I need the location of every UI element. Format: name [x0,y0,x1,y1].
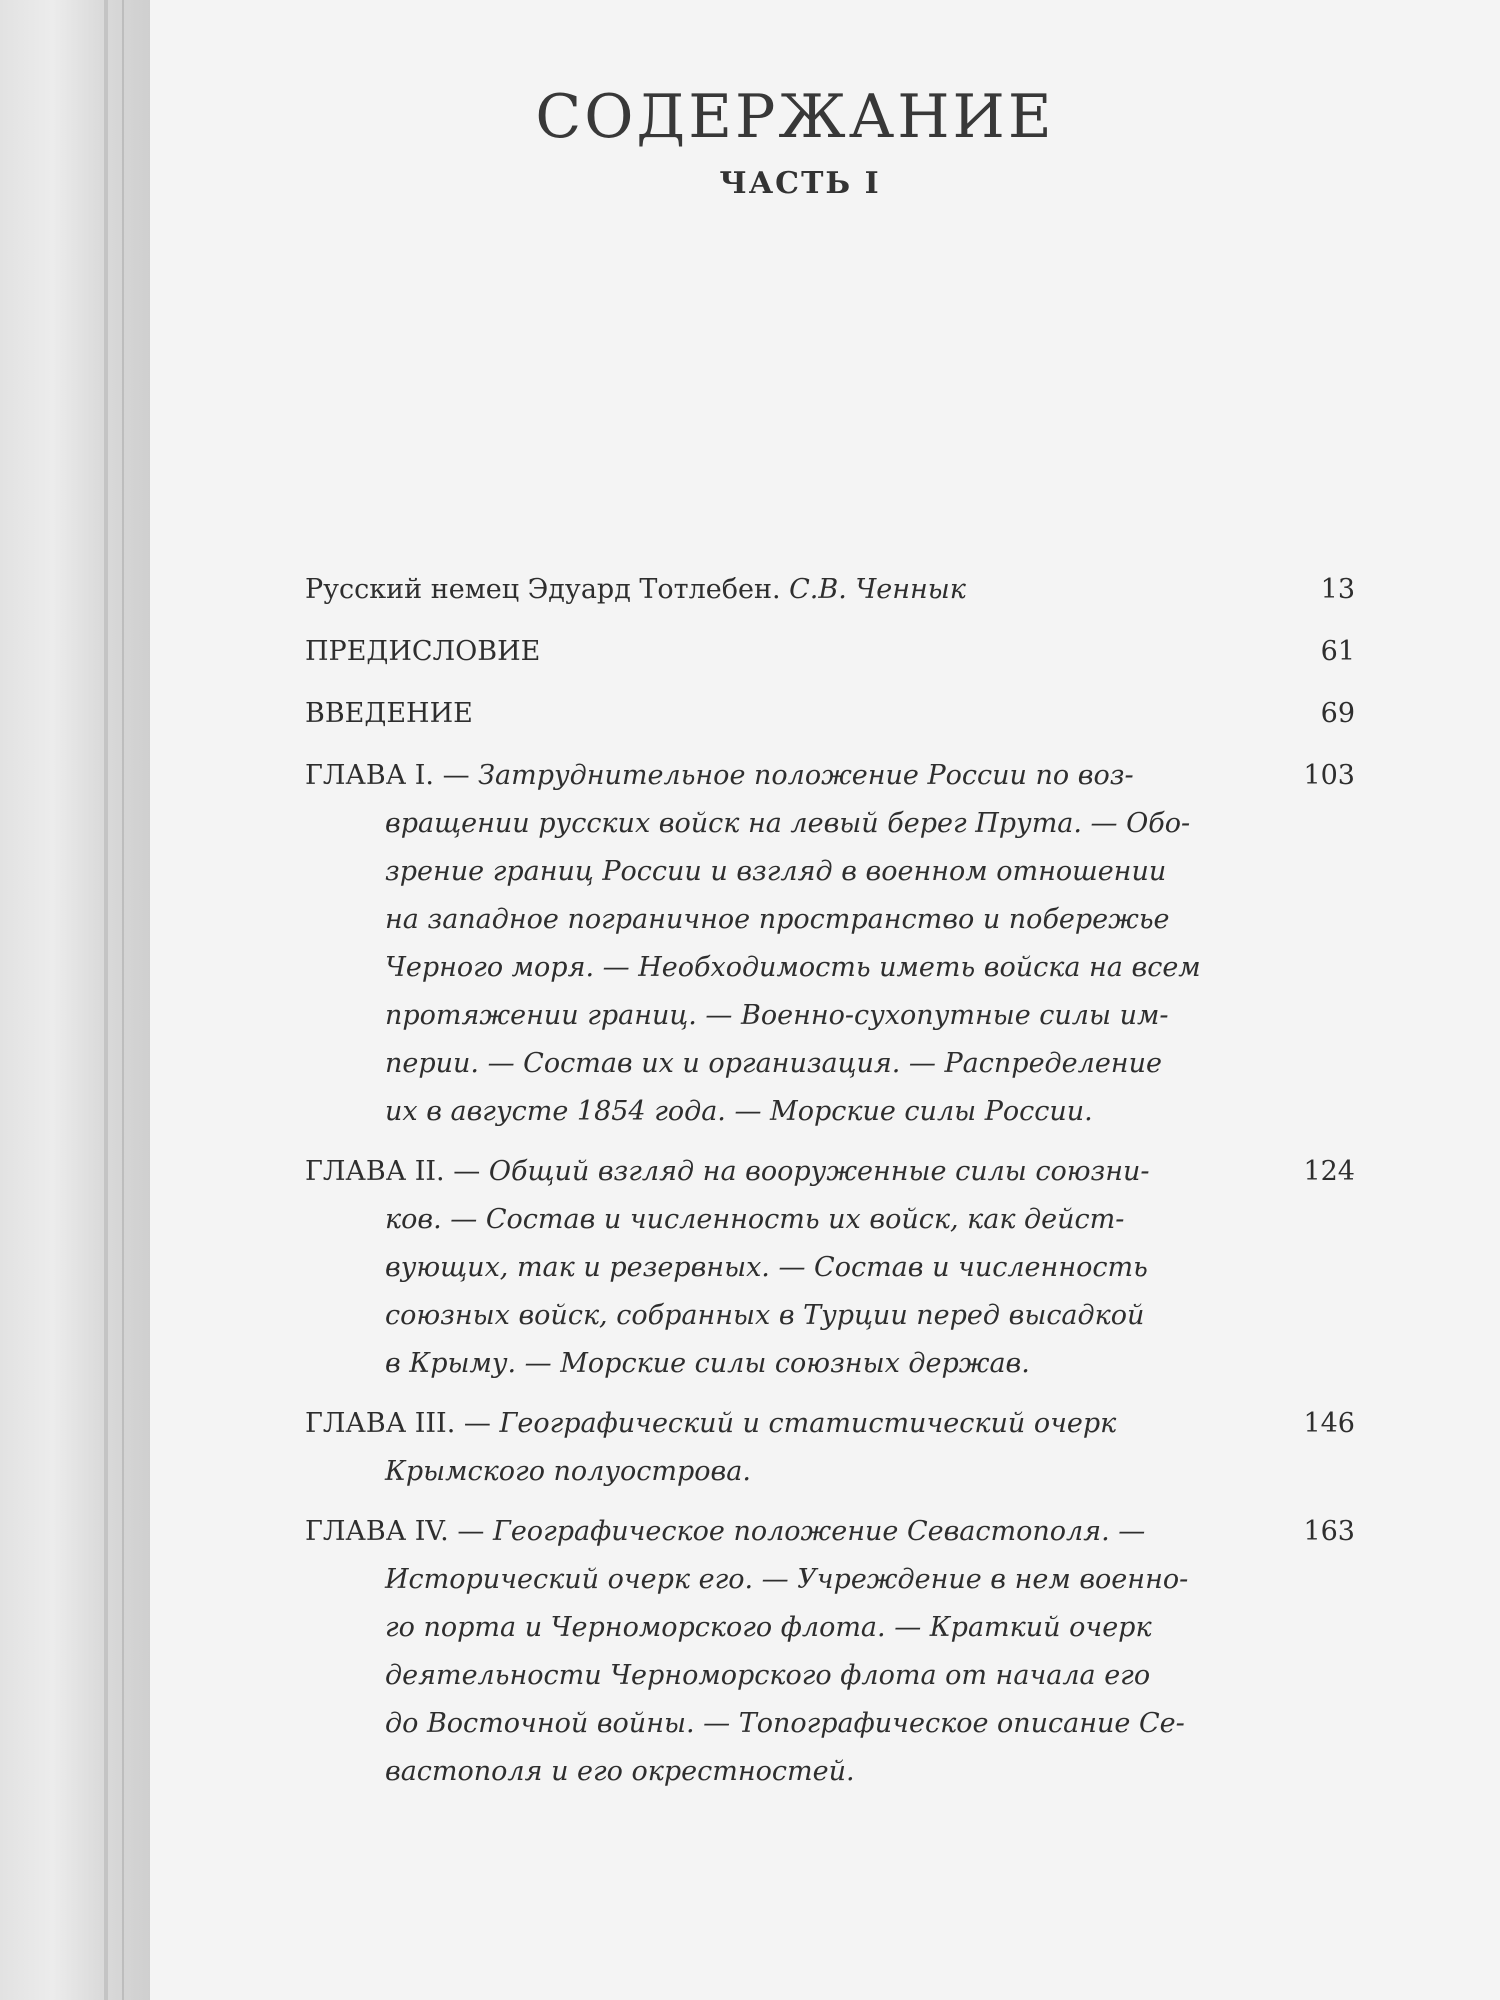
chapter-desc-line: на западное пограничное пространство и побережье [385,904,1170,935]
chapter-label: ГЛАВА II. [305,1156,445,1187]
chapter-label: ГЛАВА III. [305,1408,456,1439]
toc-entry-chapter-1[interactable]: ГЛАВА I. — Затруднительное положение России по воз- вращении русских войск на левый берег Прута. — Обо- зрение границ России и взгляд в военном отношении на западное пограничное пространство и побережье Черного моря. — Необходимость иметь войска на всем протяжении границ. — Военно-сухопутные силы им- перии. — Состав их и организация. — Распределение их в августе 1854 года. — Морские силы России. 103 [305,752,1355,1136]
toc-entry-preface[interactable] [305,628,1355,676]
gutter-shadow-line-2 [122,0,124,2000]
toc-entry-chapter-3[interactable]: ГЛАВА III. — Географический и статистический очерк Крымского полуострова. 146 [305,1400,1355,1496]
toc-page-number: 124 [1303,1156,1355,1187]
chapter-desc-line: ков. — Состав и численность их войск, как дейст- [385,1204,1125,1235]
book-gutter [0,0,150,2000]
toc-page-number: 103 [1303,760,1355,791]
toc-entry-introduction[interactable] [305,690,1355,738]
chapter-desc-line: Общий взгляд на вооруженные силы союзни- [488,1156,1150,1187]
table-of-contents [305,566,1355,1808]
page-title: СОДЕРЖАНИЕ [535,82,1055,152]
chapter-desc-line: их в августе 1854 года. — Морские силы России. [385,1096,1093,1127]
chapter-desc-line: в Крыму. — Морские силы союзных держав. [385,1348,1030,1379]
chapter-desc-line: деятельности Черноморского флота от начала его [385,1660,1151,1691]
toc-entry-title: ПРЕДИСЛОВИЕ [305,636,541,667]
chapter-desc-line: Исторический очерк его. — Учреждение в нем военно- [385,1564,1189,1595]
toc-page-number: 61 [1320,636,1355,667]
toc-entry-chapter-4[interactable]: ГЛАВА IV. — Географическое положение Севастополя. — Исторический очерк его. — Учреждение в нем военно- го порта и Черноморского флота. — Краткий очерк деятельности Черноморского флота от начала его до Восточной войны. — Топографическое описание Се- вастополя и его окрестностей. 163 [305,1508,1355,1796]
toc-entry-title: ВВЕДЕНИЕ [305,698,473,729]
chapter-desc-line: протяжении границ. — Военно-сухопутные силы им- [385,1000,1169,1031]
chapter-desc-line: перии. — Состав их и организация. — Распределение [385,1048,1162,1079]
chapter-desc-line: до Восточной войны. — Топографическое описание Се- [385,1708,1185,1739]
chapter-desc-line: союзных войск, собранных в Турции перед высадкой [385,1300,1145,1331]
chapter-desc-line: вращении русских войск на левый берег Прута. — Обо- [385,808,1191,839]
chapter-label: ГЛАВА I. [305,760,434,791]
chapter-desc-line: Географическое положение Севастополя. — [492,1516,1146,1547]
chapter-desc-line: Затруднительное положение России по воз- [478,760,1134,791]
chapter-label: ГЛАВА IV. [305,1516,449,1547]
toc-page-number: 163 [1303,1516,1355,1547]
gutter-shadow-line [104,0,108,2000]
chapter-desc-line: Крымского полуострова. [385,1456,751,1487]
toc-entry-author: С.В. Ченнык [789,574,966,605]
part-heading: ЧАСТЬ I [719,166,881,201]
chapter-desc-line: Черного моря. — Необходимость иметь войска на всем [385,952,1201,983]
toc-entry-intro-essay[interactable] [305,566,1355,614]
chapter-desc-line: го порта и Черноморского флота. — Краткий очерк [385,1612,1152,1643]
toc-page-number: 146 [1303,1408,1355,1439]
toc-page-number: 69 [1320,698,1355,729]
toc-page-number: 13 [1320,574,1355,605]
toc-entry-title: Русский немец Эдуард Тотлебен. [305,574,781,605]
chapter-desc-line: вующих, так и резервных. — Состав и численность [385,1252,1148,1283]
chapter-desc-line: Географический и статистический очерк [499,1408,1117,1439]
chapter-desc-line: зрение границ России и взгляд в военном отношении [385,856,1167,887]
toc-entry-chapter-2[interactable]: ГЛАВА II. — Общий взгляд на вооруженные силы союзни- ков. — Состав и численность их войск, как дейст- вующих, так и резервных. — Состав и численность союзных войск, собранных в Турции перед высадкой в Крыму. — Морские силы союзных держав. 124 [305,1148,1355,1388]
chapter-desc-line: вастополя и его окрестностей. [385,1756,855,1787]
